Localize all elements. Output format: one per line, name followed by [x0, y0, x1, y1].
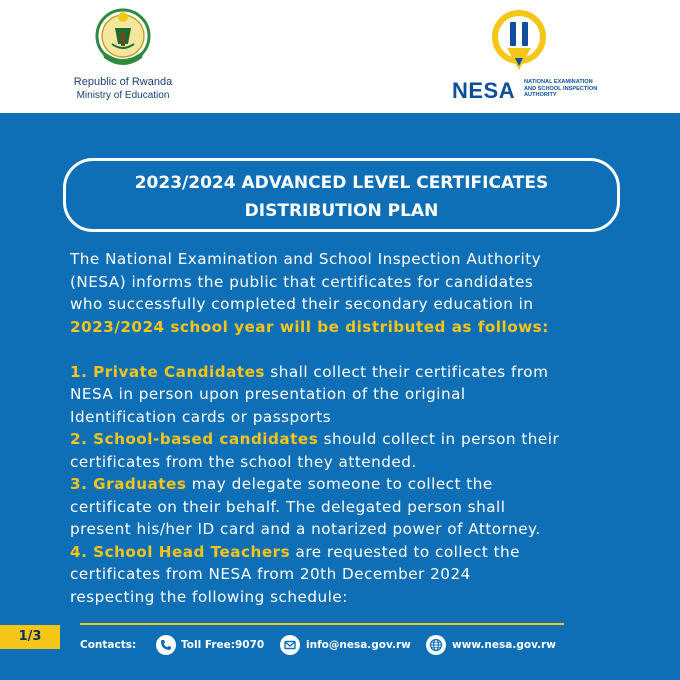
- list-item-line: Identification cards or passports: [70, 407, 332, 426]
- item-text: shall collect their certificates from: [264, 362, 549, 381]
- title-line-1: 2023/2024 ADVANCED LEVEL CERTIFICATES: [134, 173, 549, 193]
- item-text: are requested to collect the: [290, 542, 521, 561]
- republic-name: Republic of Rwanda: [73, 76, 173, 88]
- header: [0, 0, 680, 113]
- item-heading: 1. Private Candidates: [70, 362, 265, 381]
- email-link[interactable]: info@nesa.gov.rw: [306, 639, 411, 651]
- footer-divider: [80, 623, 564, 625]
- list-item: [70, 428, 650, 451]
- item-text: may delegate someone to collect the: [186, 475, 493, 493]
- title-box: [63, 158, 620, 232]
- list-item-line: certificates from NESA from 20th December 2024: [70, 565, 471, 583]
- item-heading: 4. School Head Teachers: [70, 542, 291, 561]
- page-indicator: 1/3: [0, 625, 60, 649]
- rwanda-ministry-logo: [68, 6, 178, 102]
- spacer: [70, 338, 650, 361]
- nesa-full-name-line: AND SCHOOL INSPECTION: [524, 85, 598, 92]
- phone-link[interactable]: Toll Free:9070: [181, 639, 265, 651]
- list-item-line: present his/her ID card and a notarized power of Attorney.: [70, 520, 541, 538]
- announcement-body: [70, 248, 650, 608]
- ministry-name: Ministry of Education: [76, 90, 170, 101]
- title-line-2: DISTRIBUTION PLAN: [244, 201, 439, 221]
- nesa-full-name: [524, 79, 634, 99]
- list-item: [70, 541, 650, 564]
- intro-line: who successfully completed their secondary education in: [70, 295, 534, 313]
- rwanda-seal-icon: [88, 6, 158, 72]
- intro-line: The National Examination and School Inspection Authority: [70, 250, 542, 268]
- globe-icon: [426, 635, 446, 655]
- email-icon: [280, 635, 300, 655]
- website-link[interactable]: www.nesa.gov.rw: [452, 639, 556, 651]
- nesa-full-name-line: NATIONAL EXAMINATION: [524, 79, 593, 85]
- item-text: should collect in person their: [318, 430, 560, 448]
- item-heading: 2. School-based candidates: [70, 430, 319, 448]
- intro-line: (NESA) informs the public that certificates for candidates: [70, 272, 534, 291]
- list-item-line: certificates from the school they attended.: [70, 452, 417, 471]
- nesa-logo: [452, 10, 632, 102]
- nesa-full-name-line: AUTHORITY: [524, 92, 557, 99]
- intro-highlight: 2023/2024 school year will be distributed as follows:: [70, 317, 549, 336]
- list-item-line: certificate on their behalf. The delegated person shall: [70, 497, 506, 516]
- phone-icon: [156, 635, 176, 655]
- item-heading: 3. Graduates: [70, 475, 187, 493]
- list-item: [70, 473, 650, 496]
- nesa-pen-emblem-icon: [488, 10, 550, 72]
- list-item-line: NESA in person upon presentation of the original: [70, 385, 466, 403]
- list-item-line: respecting the following schedule:: [70, 587, 348, 606]
- contacts-label: Contacts:: [80, 639, 137, 651]
- nesa-acronym: NESA: [452, 78, 516, 103]
- list-item: [70, 361, 650, 384]
